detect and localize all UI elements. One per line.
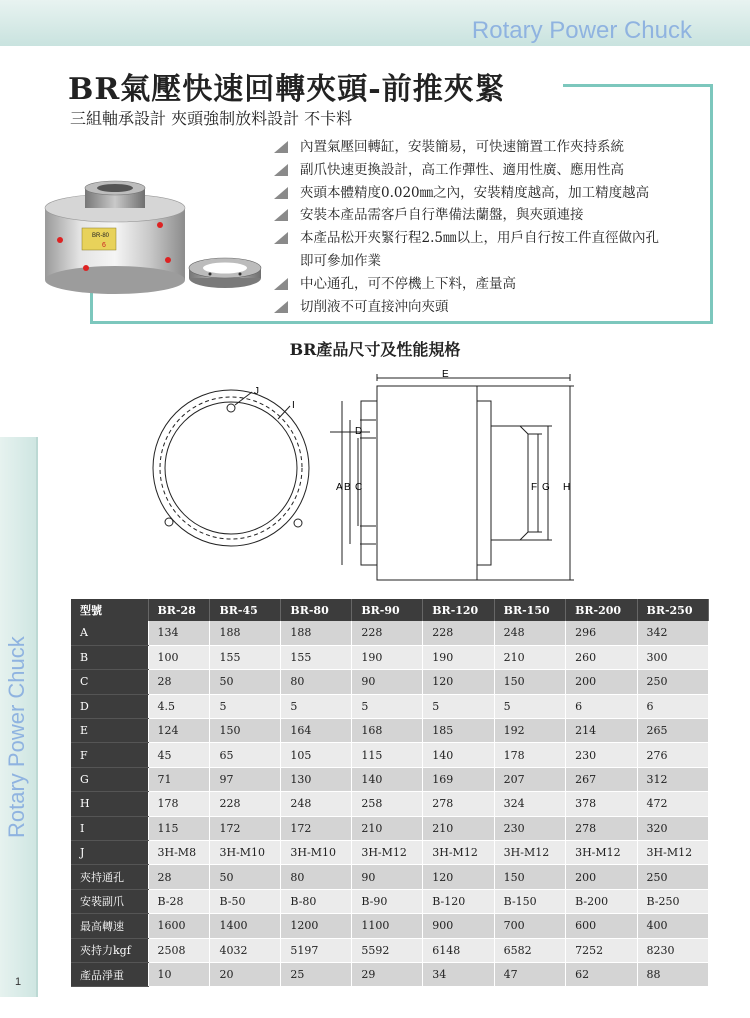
frame-line-right bbox=[710, 84, 713, 324]
table-cell: 120 bbox=[423, 865, 494, 889]
table-cell: 3H-M12 bbox=[637, 841, 708, 865]
product-label-number: 6 bbox=[102, 242, 106, 249]
label-B: B bbox=[344, 482, 351, 493]
table-cell: 192 bbox=[494, 719, 565, 743]
table-cell: 150 bbox=[494, 865, 565, 889]
table-cell: 5 bbox=[423, 694, 494, 718]
table-cell: 8230 bbox=[637, 938, 708, 962]
table-cell: 80 bbox=[281, 670, 352, 694]
table-header-cell: BR-90 bbox=[352, 599, 423, 621]
row-label: A bbox=[71, 621, 148, 645]
table-cell: 248 bbox=[494, 621, 565, 645]
table-header-row bbox=[71, 599, 709, 621]
table-header-cell: BR-150 bbox=[494, 599, 565, 621]
row-label: 最高轉速 bbox=[71, 914, 148, 938]
table-cell: 5 bbox=[210, 694, 281, 718]
table-cell: 50 bbox=[210, 670, 281, 694]
product-photo bbox=[40, 180, 270, 310]
table-header-cell: BR-80 bbox=[281, 599, 352, 621]
feature-list bbox=[270, 136, 710, 318]
table-cell: 324 bbox=[494, 792, 565, 816]
table-cell: 150 bbox=[494, 670, 565, 694]
product-label-model: BR-80 bbox=[92, 233, 110, 239]
feature-item: 中心通孔，可不停機上下料，產量高 bbox=[270, 273, 710, 296]
table-cell: 5 bbox=[352, 694, 423, 718]
table-row bbox=[71, 719, 709, 743]
table-body bbox=[71, 621, 709, 987]
table-cell: 155 bbox=[281, 645, 352, 669]
page-number: 1 bbox=[15, 976, 22, 988]
feature-item: 切削液不可直接沖向夾頭 bbox=[270, 296, 710, 319]
table-cell: 190 bbox=[423, 645, 494, 669]
row-label: 夾持通孔 bbox=[71, 865, 148, 889]
table-cell: 267 bbox=[566, 767, 637, 791]
table-cell: 200 bbox=[566, 670, 637, 694]
table-row bbox=[71, 792, 709, 816]
table-row bbox=[71, 865, 709, 889]
row-label: J bbox=[71, 841, 148, 865]
table-row bbox=[71, 743, 709, 767]
table-cell: 3H-M8 bbox=[148, 841, 210, 865]
frame-line-bottom bbox=[90, 321, 713, 324]
table-cell: 115 bbox=[148, 816, 210, 840]
table-cell: 140 bbox=[352, 767, 423, 791]
table-cell: 600 bbox=[566, 914, 637, 938]
table-cell: 7252 bbox=[566, 938, 637, 962]
table-cell: 3H-M12 bbox=[566, 841, 637, 865]
table-cell: 50 bbox=[210, 865, 281, 889]
table-cell: 278 bbox=[566, 816, 637, 840]
table-cell: 265 bbox=[637, 719, 708, 743]
table-cell: 700 bbox=[494, 914, 565, 938]
table-row bbox=[71, 962, 709, 986]
table-cell: 312 bbox=[637, 767, 708, 791]
table-cell: 5 bbox=[281, 694, 352, 718]
table-header-cell: 型號 bbox=[71, 599, 148, 621]
table-cell: 6 bbox=[637, 694, 708, 718]
label-G: G bbox=[542, 482, 550, 493]
table-cell: 28 bbox=[148, 865, 210, 889]
table-cell: 172 bbox=[210, 816, 281, 840]
table-cell: B-50 bbox=[210, 889, 281, 913]
label-J: J bbox=[254, 386, 259, 397]
table-cell: 20 bbox=[210, 962, 281, 986]
table-cell: 120 bbox=[423, 670, 494, 694]
page-title: BR氣壓快速回轉夾頭-前推夾緊 bbox=[68, 72, 506, 107]
table-cell: 45 bbox=[148, 743, 210, 767]
feature-item: 夾頭本體精度0.020㎜之內，安裝精度越高，加工精度越高 bbox=[270, 182, 710, 205]
table-cell: 62 bbox=[566, 962, 637, 986]
table-cell: 400 bbox=[637, 914, 708, 938]
table-cell: B-28 bbox=[148, 889, 210, 913]
dimension-drawing bbox=[150, 368, 600, 590]
table-cell: 124 bbox=[148, 719, 210, 743]
bullet-triangle-icon bbox=[274, 164, 288, 176]
table-cell: 230 bbox=[494, 816, 565, 840]
table-cell: 258 bbox=[352, 792, 423, 816]
label-I: I bbox=[292, 400, 295, 411]
table-row bbox=[71, 670, 709, 694]
table-cell: 6582 bbox=[494, 938, 565, 962]
label-A: A bbox=[336, 482, 343, 493]
table-cell: 130 bbox=[281, 767, 352, 791]
table-cell: 278 bbox=[423, 792, 494, 816]
table-cell: 185 bbox=[423, 719, 494, 743]
table-cell: 5 bbox=[494, 694, 565, 718]
table-cell: 100 bbox=[148, 645, 210, 669]
table-cell: 5197 bbox=[281, 938, 352, 962]
feature-item-continued: 即可參加作業 bbox=[300, 252, 381, 269]
row-label: G bbox=[71, 767, 148, 791]
table-cell: 134 bbox=[148, 621, 210, 645]
table-header-cell: BR-200 bbox=[566, 599, 637, 621]
table-cell: 342 bbox=[637, 621, 708, 645]
table-cell: 378 bbox=[566, 792, 637, 816]
table-cell: 3H-M10 bbox=[210, 841, 281, 865]
table-cell: 164 bbox=[281, 719, 352, 743]
table-cell: 90 bbox=[352, 865, 423, 889]
feature-item: 安裝本產品需客戶自行準備法蘭盤，與夾頭連接 bbox=[270, 204, 710, 227]
table-cell: 1400 bbox=[210, 914, 281, 938]
table-cell: 140 bbox=[423, 743, 494, 767]
table-row bbox=[71, 914, 709, 938]
table-cell: 250 bbox=[637, 670, 708, 694]
table-header-cell: BR-120 bbox=[423, 599, 494, 621]
label-D: D bbox=[355, 426, 363, 437]
table-cell: 178 bbox=[494, 743, 565, 767]
table-cell: 228 bbox=[352, 621, 423, 645]
label-C: C bbox=[355, 482, 363, 493]
row-label: 產品淨重 bbox=[71, 962, 148, 986]
table-cell: 6 bbox=[566, 694, 637, 718]
table-cell: 4032 bbox=[210, 938, 281, 962]
feature-item: 內置氣壓回轉缸，安裝簡易，可快速簡置工作夾持系統 bbox=[270, 136, 710, 159]
sidebar-title: Rotary Power Chuck bbox=[4, 636, 29, 838]
table-cell: 169 bbox=[423, 767, 494, 791]
table-cell: 105 bbox=[281, 743, 352, 767]
table-cell: 178 bbox=[148, 792, 210, 816]
table-row bbox=[71, 816, 709, 840]
feature-item: 本產品松开夾緊行程2.5㎜以上，用戶自行按工件直徑做內孔 bbox=[270, 227, 710, 250]
row-label: B bbox=[71, 645, 148, 669]
table-header-cell: BR-28 bbox=[148, 599, 210, 621]
table-cell: 1200 bbox=[281, 914, 352, 938]
table-cell: 276 bbox=[637, 743, 708, 767]
table-cell: 200 bbox=[566, 865, 637, 889]
table-cell: 260 bbox=[566, 645, 637, 669]
table-cell: 90 bbox=[352, 670, 423, 694]
bullet-triangle-icon bbox=[274, 209, 288, 221]
table-cell: 150 bbox=[210, 719, 281, 743]
table-row bbox=[71, 767, 709, 791]
table-cell: 3H-M12 bbox=[352, 841, 423, 865]
table-cell: 65 bbox=[210, 743, 281, 767]
table-cell: 2508 bbox=[148, 938, 210, 962]
table-cell: 210 bbox=[494, 645, 565, 669]
table-cell: 29 bbox=[352, 962, 423, 986]
row-label: 夾持力kgf bbox=[71, 938, 148, 962]
feature-item: 副爪快速更換設計，高工作彈性、適用性廣、應用性高 bbox=[270, 159, 710, 182]
title-rule bbox=[563, 84, 713, 87]
row-label: I bbox=[71, 816, 148, 840]
table-cell: 250 bbox=[637, 865, 708, 889]
table-cell: 88 bbox=[637, 962, 708, 986]
row-label: D bbox=[71, 694, 148, 718]
row-label: E bbox=[71, 719, 148, 743]
table-cell: 1600 bbox=[148, 914, 210, 938]
table-cell: 4.5 bbox=[148, 694, 210, 718]
spec-table bbox=[71, 599, 709, 987]
table-cell: 5592 bbox=[352, 938, 423, 962]
label-E: E bbox=[442, 369, 449, 380]
table-cell: 188 bbox=[210, 621, 281, 645]
table-row bbox=[71, 694, 709, 718]
row-label: H bbox=[71, 792, 148, 816]
table-cell: 6148 bbox=[423, 938, 494, 962]
table-cell: 190 bbox=[352, 645, 423, 669]
table-cell: 228 bbox=[423, 621, 494, 645]
bullet-triangle-icon bbox=[274, 278, 288, 290]
table-cell: 228 bbox=[210, 792, 281, 816]
table-cell: 168 bbox=[352, 719, 423, 743]
table-cell: 296 bbox=[566, 621, 637, 645]
table-cell: 34 bbox=[423, 962, 494, 986]
table-cell: 47 bbox=[494, 962, 565, 986]
table-cell: 320 bbox=[637, 816, 708, 840]
table-cell: 207 bbox=[494, 767, 565, 791]
table-row bbox=[71, 889, 709, 913]
table-cell: 1100 bbox=[352, 914, 423, 938]
table-cell: B-120 bbox=[423, 889, 494, 913]
table-cell: 210 bbox=[352, 816, 423, 840]
bullet-triangle-icon bbox=[274, 232, 288, 244]
table-cell: 172 bbox=[281, 816, 352, 840]
table-row bbox=[71, 938, 709, 962]
label-F: F bbox=[531, 482, 538, 493]
table-cell: B-200 bbox=[566, 889, 637, 913]
table-row bbox=[71, 621, 709, 645]
table-cell: 3H-M12 bbox=[423, 841, 494, 865]
table-cell: 97 bbox=[210, 767, 281, 791]
bullet-triangle-icon bbox=[274, 141, 288, 153]
row-label: 安裝副爪 bbox=[71, 889, 148, 913]
header-title: Rotary Power Chuck bbox=[471, 17, 692, 44]
table-cell: 80 bbox=[281, 865, 352, 889]
subtitle: 三組軸承設計 夾頭強制放料設計 不卡料 bbox=[70, 109, 353, 128]
table-cell: 472 bbox=[637, 792, 708, 816]
bullet-triangle-icon bbox=[274, 187, 288, 199]
table-cell: 214 bbox=[566, 719, 637, 743]
table-cell: 900 bbox=[423, 914, 494, 938]
table-cell: B-90 bbox=[352, 889, 423, 913]
table-cell: 71 bbox=[148, 767, 210, 791]
bullet-triangle-icon bbox=[274, 301, 288, 313]
table-cell: 248 bbox=[281, 792, 352, 816]
table-header-cell: BR-250 bbox=[637, 599, 708, 621]
table-cell: 10 bbox=[148, 962, 210, 986]
table-cell: 25 bbox=[281, 962, 352, 986]
table-cell: B-80 bbox=[281, 889, 352, 913]
table-cell: 155 bbox=[210, 645, 281, 669]
row-label: F bbox=[71, 743, 148, 767]
table-cell: 115 bbox=[352, 743, 423, 767]
table-cell: 210 bbox=[423, 816, 494, 840]
table-cell: 300 bbox=[637, 645, 708, 669]
table-header-cell: BR-45 bbox=[210, 599, 281, 621]
section-title: BR產品尺寸及性能規格 bbox=[289, 340, 461, 359]
table-cell: 3H-M10 bbox=[281, 841, 352, 865]
label-H: H bbox=[563, 482, 571, 493]
table-cell: 28 bbox=[148, 670, 210, 694]
table-row bbox=[71, 645, 709, 669]
table-row bbox=[71, 841, 709, 865]
table-cell: 188 bbox=[281, 621, 352, 645]
table-cell: 3H-M12 bbox=[494, 841, 565, 865]
row-label: C bbox=[71, 670, 148, 694]
table-cell: B-250 bbox=[637, 889, 708, 913]
table-cell: 230 bbox=[566, 743, 637, 767]
table-cell: B-150 bbox=[494, 889, 565, 913]
